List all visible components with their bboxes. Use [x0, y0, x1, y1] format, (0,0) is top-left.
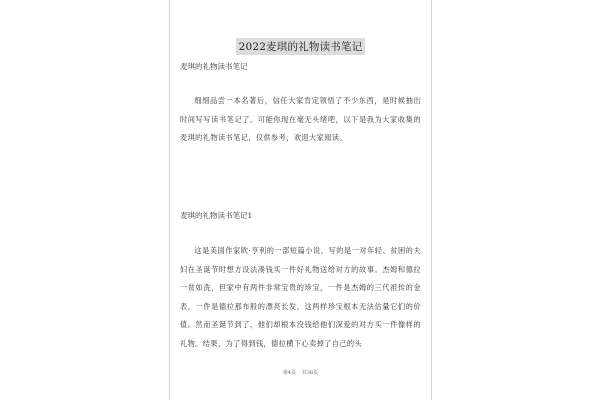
document-title: 2022麦琪的礼物读书笔记	[236, 38, 366, 55]
document-subtitle: 麦琪的礼物读书笔记	[180, 62, 248, 71]
page-footer	[170, 369, 431, 376]
page-total: 共38页	[301, 370, 319, 376]
section-heading: 麦琪的礼物读书笔记1	[180, 211, 253, 220]
document-page	[169, 0, 432, 400]
page-number: 第4页	[282, 370, 297, 376]
body-paragraph: 这是美国作家欧·亨利的一部短篇小说，写的是一对年轻、贫困的夫妇在圣诞节时想方设法凑钱买一件好礼物送给对方的故事。杰姆和德拉一贫如洗，但家中有两件非常宝贵的珍宝，一件是杰姆的三代祖传的金表，一件是德拉那布般的漂亮长发，这两样珍宝根本无法估量它们的价值。然而圣诞节到了，他们却根本没钱给他们深爱的对方买一件像样的礼物。结果，为了得到钱，德拉横下心卖掉了自己的头	[180, 246, 421, 348]
title-wrap	[170, 35, 431, 55]
intro-paragraph: 细细品尝一本名著后，信任大家肯定领悟了不少东西，是时候抽出时间写写读书笔记了。可能你现在毫无头绪吧，以下是我为大家收集的麦琪的礼物读书笔记，仅供参考，欢迎大家阅读。	[180, 96, 421, 142]
